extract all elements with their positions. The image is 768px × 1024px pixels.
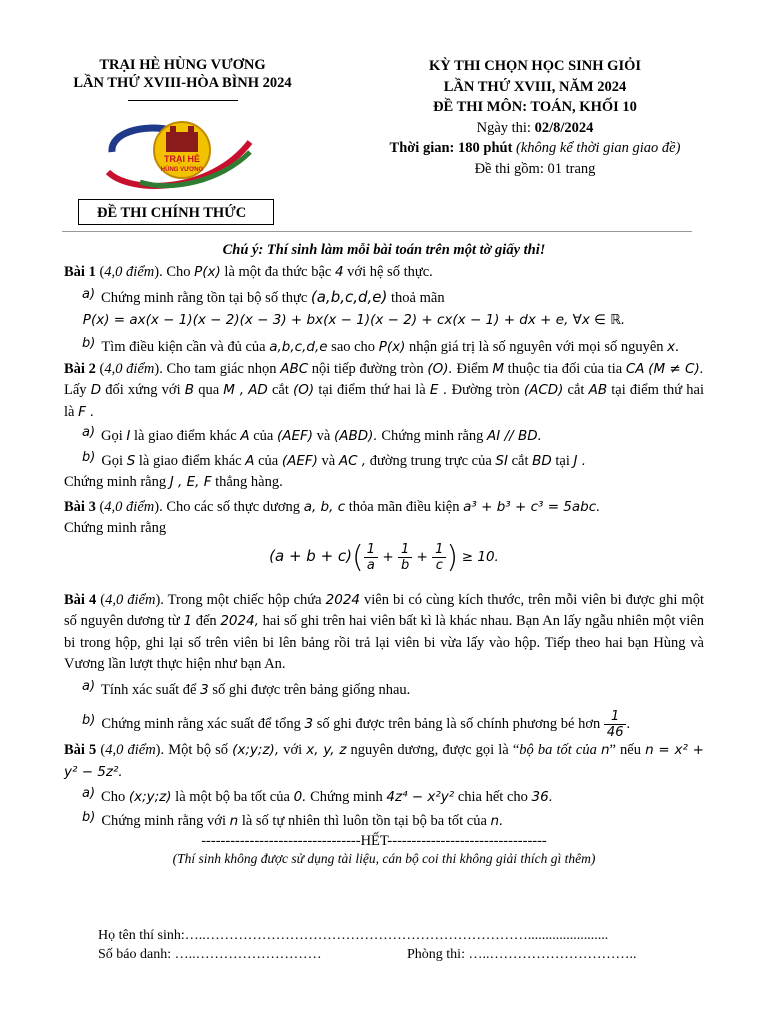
text: .: [626, 715, 631, 732]
problem-1: Bài 1 (4,0 điểm). Cho P(x) là một đa thức bậc 4 với hệ số thực.: [64, 263, 433, 280]
problem-4a: [64, 680, 704, 702]
text: thoả mãn: [387, 290, 445, 306]
problem-2b-cont: [64, 472, 704, 494]
end-line: ---------------------------------HẾT---------------------------------: [201, 833, 547, 849]
math: (AEF): [281, 452, 318, 469]
text: với hệ số thực.: [343, 263, 433, 280]
text: Chứng minh: [306, 789, 387, 805]
camp-logo: [100, 112, 255, 192]
math: a³ + b³ + c³ = 5abc.: [463, 498, 601, 515]
exam-time: [355, 138, 715, 159]
organizer-line1: TRẠI HÈ HÙNG VƯƠNG: [99, 57, 266, 73]
part-label: a): [82, 786, 96, 801]
math: (ACD): [523, 382, 564, 398]
problem-1-formula: P(x) = ax(x − 1)(x − 2)(x − 3) + bx(x − 1)(x − 2) + cx(x − 1) + dx + e, ∀x ∈ ℝ.: [82, 311, 626, 328]
problem-3: Bài 3 (4,0 điểm). Cho các số thực dương a, b, c thỏa mãn điều kiện a³ + b³ + c³ = 5abc.: [64, 498, 601, 515]
problem-3-prompt: Chứng minh rằng: [64, 520, 167, 536]
text: là một đa thức bậc: [220, 263, 335, 280]
text: đến: [192, 613, 221, 629]
problem-5: Bài 5 (4,0 điểm). Một bộ số (x;y;z), với x, y, z nguyên dương, được gọi là “bộ ba tốt của n” nếu n = x² + y² − 5z².: [64, 742, 704, 780]
math: a, b, c: [303, 498, 346, 515]
text: Chứng minh rằng tồn tại bộ số thực: [101, 290, 311, 306]
problem-1a: [64, 287, 704, 310]
math: A: [245, 452, 255, 469]
math: (O): [293, 382, 315, 398]
problem-3-formula: (a + b + c)( $\frac{1}{a}$ + $\frac{1}{b}$ + $\frac{1}{c}$ ) ≥ 10.: [269, 539, 499, 575]
math: (O).: [427, 360, 453, 377]
den: a: [366, 557, 375, 573]
math: AC ,: [338, 452, 367, 469]
math: 3: [200, 681, 209, 698]
text: là giao điểm khác: [130, 428, 241, 444]
header-separator: [62, 231, 692, 232]
math: (x;y;z): [128, 789, 172, 805]
official-exam-box: ĐỀ THI CHÍNH THỨC: [78, 199, 274, 225]
fraction-1-a: [364, 542, 378, 573]
header-rule: [128, 100, 238, 101]
math: 36.: [531, 789, 554, 805]
math: x, y, z: [306, 742, 347, 758]
math: ABC: [280, 360, 309, 377]
text: là giao điểm khác: [135, 452, 246, 469]
text: tại điểm thứ hai là: [64, 382, 705, 420]
problem-1-points: 4,0 điểm: [104, 263, 155, 280]
math: (AEF): [276, 428, 314, 444]
text: đường trung trực của: [366, 452, 496, 469]
text: của: [249, 428, 277, 444]
math: n.: [490, 812, 504, 829]
text: chia hết cho: [454, 789, 532, 805]
exam-subject: ĐỀ THI MÔN: TOÁN, KHỐI 10: [433, 99, 637, 115]
text: nhận giá trị là số nguyên với mọi số nguyên: [405, 339, 668, 355]
math: P(x): [378, 339, 406, 355]
paren-right: ): [446, 539, 459, 575]
candidate-name-field: Họ tên thí sinh:…..…………………………………………………………….......................: [98, 928, 609, 943]
text: . Cho tam giác nhọn: [159, 360, 281, 377]
problem-2-title: Bài 2: [64, 360, 96, 377]
den: c: [435, 557, 443, 573]
text: tại điểm thứ hai là: [314, 382, 430, 398]
organizer-line2: LẦN THỨ XVIII-HÒA BÌNH 2024: [73, 75, 292, 91]
exam-content: [64, 240, 704, 868]
text: Chứng minh rằng: [377, 428, 488, 444]
exam-date: [355, 118, 715, 139]
text: tại: [551, 452, 574, 469]
problem-2-points: 4,0 điểm: [104, 360, 155, 377]
text: số ghi được trên bảng giống nhau.: [208, 681, 411, 698]
exam-pages: Đề thi gồm: 01 trang: [474, 160, 596, 177]
math: A: [240, 428, 250, 444]
text: viên bi có cùng kích thước, trên mỗi viên bi được ghi một số nguyên dương từ: [64, 591, 704, 629]
math: x: [667, 339, 676, 355]
text: Tìm điều kiện cần và đủ của: [101, 339, 270, 355]
math: D: [90, 382, 102, 398]
text: nguyên dương, được gọi là “: [346, 742, 520, 758]
text: số ghi được trên bảng là số chính phương bé hơn: [313, 715, 604, 732]
num: 1: [398, 542, 412, 558]
paren-left: (: [352, 539, 364, 575]
time-note: (không kể thời gian giao đề): [512, 140, 681, 156]
text: Cho: [101, 789, 129, 805]
math: (M ≠ C).: [648, 360, 705, 377]
end-note: (Thí sinh không được sử dụng tài liệu, cán bộ coi thi không giải thích gì thêm): [172, 851, 596, 866]
num: 1: [432, 542, 446, 558]
organizer-header: [40, 56, 325, 92]
candidate-number-field: Số báo danh: …..………………………: [98, 947, 322, 962]
text: thuộc tia đối của tia: [504, 360, 626, 377]
den: b: [400, 557, 410, 573]
text: Gọi: [101, 428, 127, 444]
problem-5-points: 4,0 điểm: [105, 742, 156, 758]
text: thỏa mãn điều kiện: [345, 498, 464, 515]
text: Lấy: [64, 382, 91, 398]
part-label: a): [82, 678, 96, 694]
math: 4: [334, 263, 344, 280]
math: (x;y;z),: [232, 742, 280, 758]
exam-header: [355, 56, 715, 179]
text: và: [317, 452, 339, 469]
text: cắt: [267, 382, 294, 398]
math: E .: [429, 382, 448, 398]
math: AD: [248, 382, 268, 398]
text: Chứng minh rằng với: [101, 812, 230, 829]
math: 4z⁴ − x²y²: [386, 789, 455, 805]
text: thẳng hàng.: [211, 474, 283, 490]
math: (a + b + c): [269, 546, 353, 565]
text: Tính xác suất để: [101, 681, 201, 698]
exam-title-1: KỲ THI CHỌN HỌC SINH GIỎI: [428, 58, 642, 74]
math: M: [492, 360, 505, 377]
problem-5a: [64, 787, 704, 809]
math: CA: [625, 360, 645, 377]
math: n: [600, 742, 610, 758]
text: là số tự nhiên thì luôn tồn tại bộ ba tốt của: [238, 812, 491, 829]
problem-2: Bài 2 (4,0 điểm). Cho tam giác nhọn ABC nội tiếp đường tròn (O). Điểm M thuộc tia đối của tia CA (M ≠ C). Lấy D đối xứng với B qua M , AD cắt (O) tại điểm thứ hai là E . Đường tròn (ACD) cắt AB tại điểm thứ hai là F .: [64, 360, 705, 420]
problem-3-points: 4,0 điểm: [104, 498, 155, 515]
math: B: [184, 382, 195, 398]
math: 0.: [293, 789, 307, 805]
text: là một bộ ba tốt của: [171, 789, 294, 805]
math: P(x): [194, 263, 221, 280]
problem-5-title: Bài 5: [64, 742, 97, 758]
text: với: [279, 742, 307, 758]
problem-3-title: Bài 3: [64, 498, 96, 515]
math: 1: [183, 613, 193, 629]
math: (a,b,c,d,e): [310, 288, 388, 306]
problem-4: Bài 4 (4,0 điểm). Trong một chiếc hộp chứa 2024 viên bi có cùng kích thước, trên mỗi viên bi được ghi một số nguyên dương từ 1 đến 2024, hai số ghi trên hai viên bất kì là khác nhau. Bạn An lấy ngẫu nhiên một viên bi trong hộp, ghi lại số trên viên bi lên bảng rồi trả lại viên bi vừa lấy vào hộp. Tiếp theo hai bạn Hùng và Vương lần lượt thực hiện như bạn An.: [64, 591, 704, 672]
logo-text-2: HÙNG VƯƠNG: [160, 167, 204, 173]
text: bộ ba tốt của: [519, 742, 597, 758]
text: qua: [194, 382, 224, 398]
text: Chứng minh rằng xác suất để tổng: [101, 715, 305, 732]
text: Điểm: [452, 360, 493, 377]
text: . Một bộ số: [160, 742, 233, 758]
part-label: b): [82, 809, 96, 825]
text: cắt: [507, 452, 533, 469]
fraction-1-46: [604, 709, 627, 740]
part-label: b): [82, 712, 96, 728]
text: Chứng minh rằng: [64, 474, 170, 490]
time-label: Thời gian: 180 phút: [389, 140, 513, 156]
text: đối xứng với: [101, 382, 185, 398]
text: Đường tròn: [447, 382, 524, 398]
math: BD: [532, 452, 552, 469]
text: . Trong một chiếc hộp chứa: [160, 591, 326, 608]
fraction-1-c: [432, 542, 446, 573]
text: .: [675, 339, 679, 355]
problem-1-title: Bài 1: [64, 263, 96, 280]
logo-text-1: TRẠI HÈ: [164, 154, 200, 164]
math: AI // BD.: [487, 428, 542, 444]
date-label: Ngày thi:: [476, 119, 535, 136]
math: AB: [588, 382, 608, 398]
part-label: b): [82, 336, 96, 351]
text: . Cho: [159, 263, 195, 280]
math: 2024: [325, 591, 360, 608]
math: n: [229, 812, 239, 829]
math: 2024,: [220, 613, 259, 629]
math: n = x² + y² − 5z².: [64, 742, 704, 780]
math: I: [126, 428, 131, 444]
num: 1: [604, 709, 627, 725]
text: và: [313, 428, 334, 444]
problem-5b: [64, 811, 704, 833]
text: của: [254, 452, 282, 469]
problem-1b: [64, 337, 704, 359]
text: cắt: [563, 382, 589, 398]
text: hai số ghi trên hai viên bất kì là khác nhau. Bạn An lấy ngẫu nhiên một viên bi trong hộp, ghi lại số trên viên bi lên bảng rồi trả lại viên bi vừa lấy vào hộp. Tiếp theo hai bạn Hùng và Vương lần lượt thực hiện như bạn An.: [64, 613, 704, 672]
date-value: 02/8/2024: [534, 119, 594, 136]
exam-title-2: LẦN THỨ XVIII, NĂM 2024: [443, 78, 627, 95]
math: J .: [573, 452, 587, 469]
math: (ABD).: [333, 428, 378, 444]
problem-4-title: Bài 4: [64, 591, 97, 608]
problem-4b: [64, 709, 704, 740]
math: J , E, F: [169, 474, 212, 490]
fraction-1-b: [398, 542, 412, 573]
math: F .: [78, 403, 95, 420]
math: M ,: [223, 382, 245, 398]
exam-note: Chú ý: Thí sinh làm mỗi bài toán trên một tờ giấy thi!: [222, 242, 546, 258]
exam-room-field: Phòng thi: …..…………………………..: [407, 947, 637, 962]
text: ” nếu: [609, 742, 646, 758]
text: sao cho: [327, 339, 379, 355]
math: SI: [495, 452, 508, 469]
problem-2b: [64, 451, 704, 473]
math: 3: [304, 715, 314, 732]
part-label: b): [82, 449, 96, 465]
part-label: a): [82, 425, 96, 440]
math: a,b,c,d,e: [269, 339, 328, 355]
problem-4-points: 4,0 điểm: [105, 591, 156, 608]
den: 46: [606, 725, 624, 740]
part-label: a): [82, 287, 96, 302]
math: S: [126, 452, 136, 469]
problem-2a: [64, 426, 704, 448]
text: nội tiếp đường tròn: [308, 360, 428, 377]
text: Gọi: [101, 452, 127, 469]
text: . Cho các số thực dương: [159, 498, 304, 515]
math: ≥ 10.: [461, 548, 499, 565]
num: 1: [364, 542, 378, 558]
